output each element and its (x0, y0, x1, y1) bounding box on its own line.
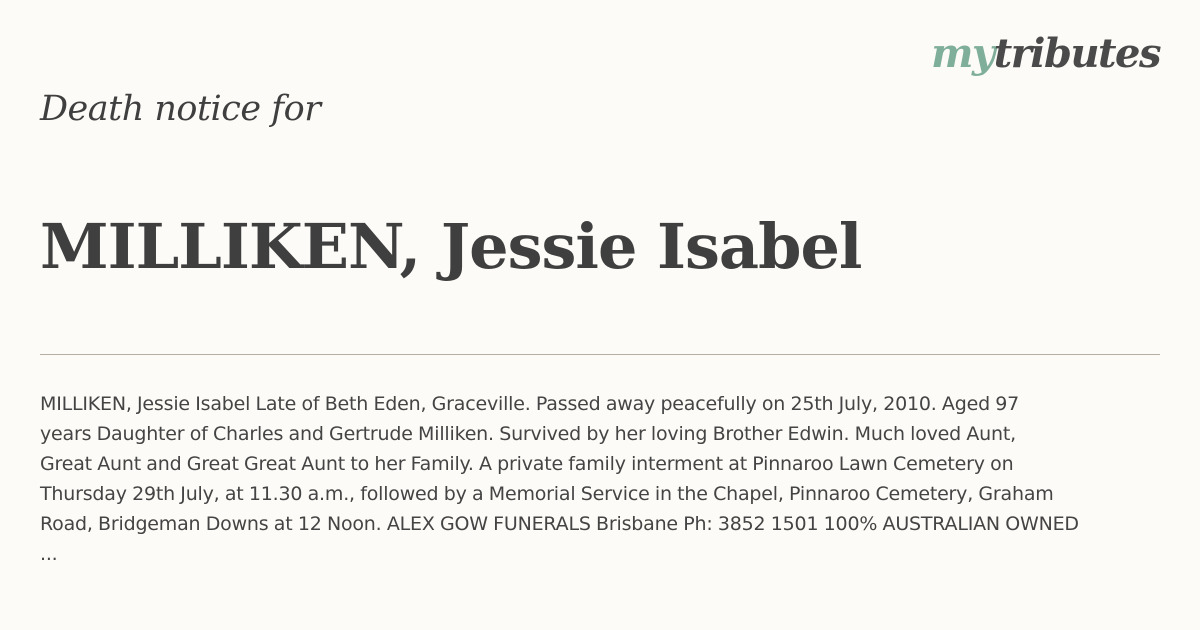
notice-line: Great Aunt and Great Great Aunt to her Family. A private family interment at Pinnaroo Lawn Cemetery on (40, 453, 1014, 475)
notice-ellipsis: ... (40, 543, 58, 565)
notice-text (40, 389, 1120, 569)
logo-my-text: my (931, 30, 994, 77)
deceased-name-title: MILLIKEN, Jessie Isabel (40, 210, 862, 283)
logo-tributes-text: tributes (993, 30, 1160, 77)
notice-line: Road, Bridgeman Downs at 12 Noon. ALEX GOW FUNERALS Brisbane Ph: 3852 1501 100% AUSTRALIAN OWNED (40, 513, 1079, 535)
notice-line: MILLIKEN, Jessie Isabel Late of Beth Eden, Graceville. Passed away peacefully on 25th July, 2010. Aged 97 (40, 393, 1020, 415)
mytributes-logo[interactable] (931, 30, 1160, 77)
notice-type-heading: Death notice for (40, 89, 321, 129)
notice-line: Thursday 29th July, at 11.30 a.m., followed by a Memorial Service in the Chapel, Pinnaroo Cemetery, Graham (40, 483, 1054, 505)
divider (40, 354, 1160, 355)
notice-line: years Daughter of Charles and Gertrude Milliken. Survived by her loving Brother Edwin. Much loved Aunt, (40, 423, 1016, 445)
